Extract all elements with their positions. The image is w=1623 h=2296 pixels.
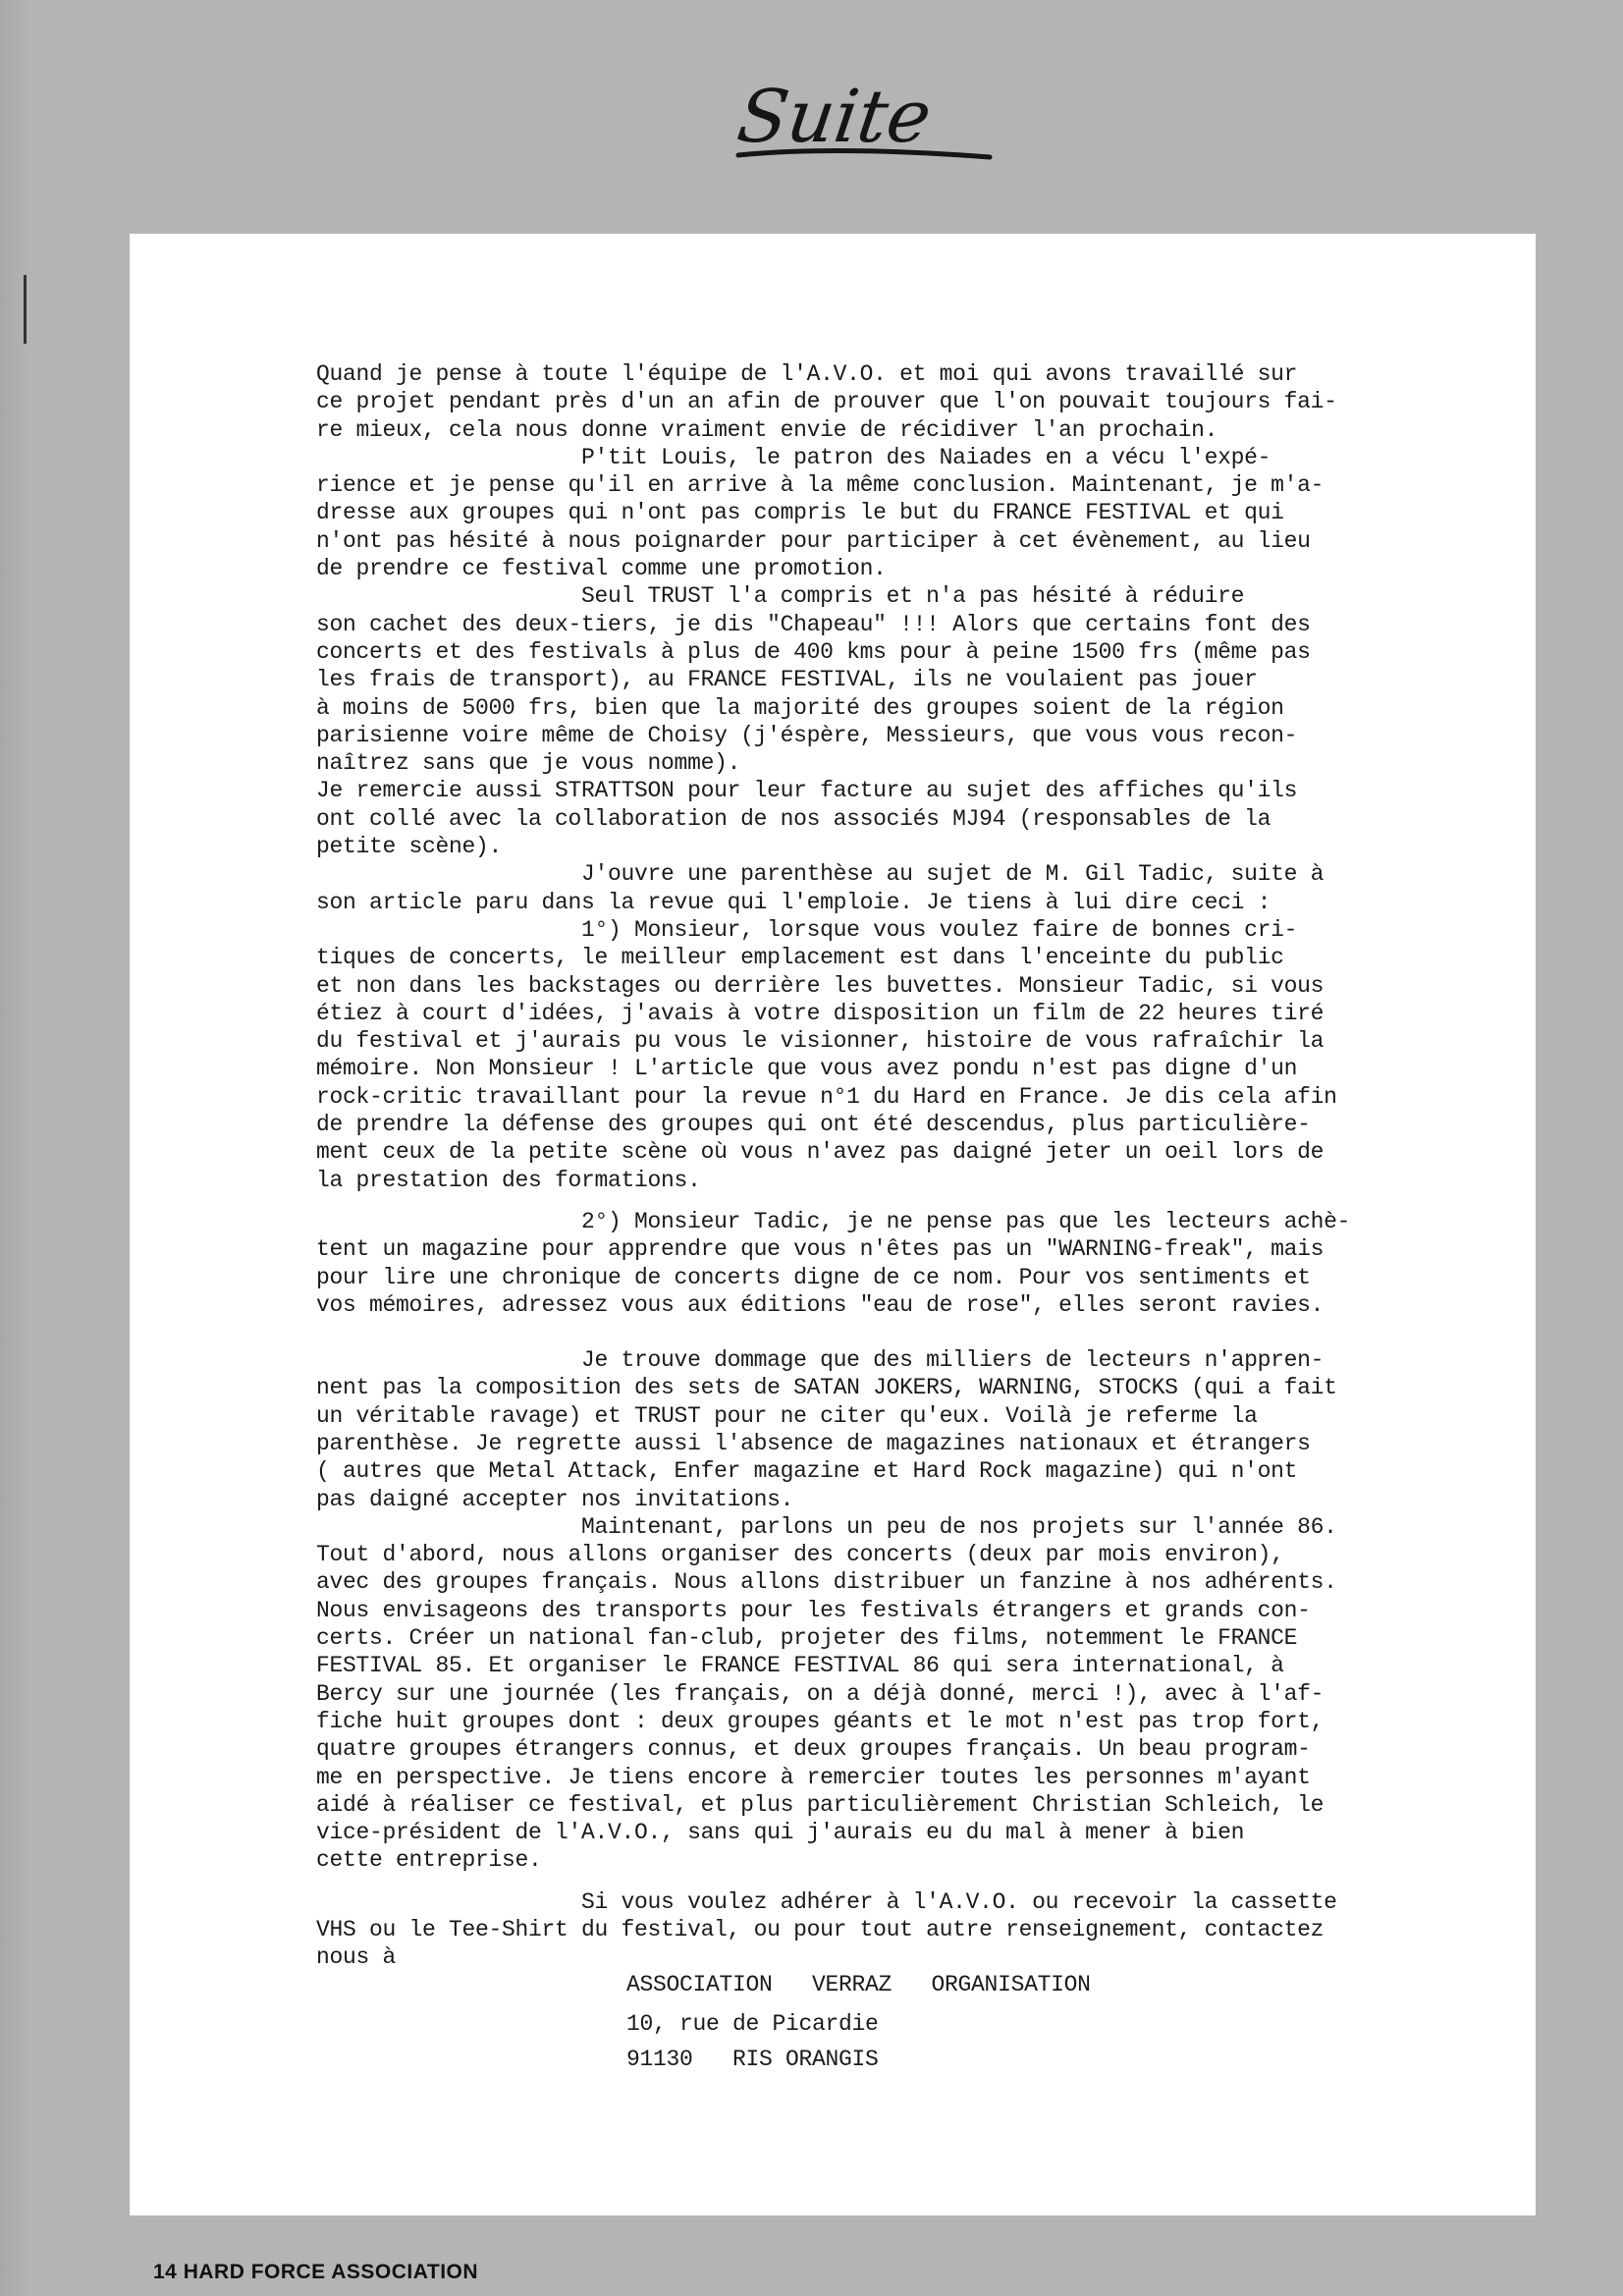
text-line: vice-président de l'A.V.O., sans qui j'aurais eu du mal à mener à bien [316, 1820, 1245, 1846]
text-line: me en perspective. Je tiens encore à remercier toutes les personnes m'ayant [316, 1764, 1311, 1790]
paragraph-gap [316, 1194, 1426, 1208]
text-line: pas daigné accepter nos invitations. [316, 1486, 794, 1512]
paragraph-4 [316, 1888, 1426, 1972]
text-line: son cachet des deux-tiers, je dis "Chapeau" !!! Alors que certains font des [316, 611, 1311, 637]
paragraph-gap [316, 1319, 1426, 1333]
address-name: ASSOCIATION VERRAZ ORGANISATION [626, 1972, 1091, 1997]
text-line: VHS ou le Tee-Shirt du festival, ou pour tout autre renseignement, contactez [316, 1917, 1325, 1943]
paragraph-gap [316, 1333, 1426, 1346]
paragraph-3 [316, 1346, 1426, 1875]
text-line: ont collé avec la collaboration de nos associés MJ94 (responsables de la [316, 805, 1271, 832]
text-line: Maintenant, parlons un peu de nos projets sur l'année 86. [316, 1513, 1337, 1540]
article-body [316, 360, 1426, 1972]
text-line: J'ouvre une parenthèse au sujet de M. Gil Tadic, suite à [316, 861, 1325, 888]
page-heading [727, 61, 1001, 169]
text-line: nous à [316, 1944, 397, 1971]
paragraph-gap [316, 1875, 1426, 1888]
heading-text: Suite [731, 74, 937, 159]
text-line: Bercy sur une journée (les français, on a déjà donné, merci !), avec à l'af- [316, 1680, 1325, 1707]
text-line: Tout d'abord, nous allons organiser des concerts (deux par mois environ), [316, 1542, 1284, 1568]
text-line: re mieux, cela nous donne vraiment envie de récidiver l'an prochain. [316, 416, 1218, 443]
address-block [626, 1972, 1091, 2072]
address-street: 10, rue de Picardie [626, 2011, 879, 2037]
text-line: concerts et des festivals à plus de 400 kms pour à peine 1500 frs (même pas [316, 638, 1311, 665]
text-line: Si vous voulez adhérer à l'A.V.O. ou recevoir la cassette [316, 1888, 1337, 1915]
text-line: Quand je pense à toute l'équipe de l'A.V.O. et moi qui avons travaillé sur [316, 361, 1298, 387]
text-line: naîtrez sans que je vous nomme). [316, 750, 741, 777]
text-line: aidé à réaliser ce festival, et plus particulièrement Christian Schleich, le [316, 1791, 1325, 1818]
text-line: rience et je pense qu'il en arrive à la même conclusion. Maintenant, je m'a- [316, 472, 1325, 499]
text-line: fiche huit groupes dont : deux groupes géants et le mot n'est pas trop fort, [316, 1708, 1325, 1734]
text-line: de prendre ce festival comme une promotion. [316, 556, 887, 582]
text-line: Je trouve dommage que des milliers de lecteurs n'appren- [316, 1347, 1325, 1374]
text-line: tent un magazine pour apprendre que vous n'êtes pas un "WARNING-freak", mais [316, 1236, 1325, 1263]
text-line: ce projet pendant près d'un an afin de prouver que l'on pouvait toujours fai- [316, 389, 1337, 415]
text-line: FESTIVAL 85. Et organiser le FRANCE FESTIVAL 86 qui sera international, à [316, 1653, 1284, 1679]
text-line: mémoire. Non Monsieur ! L'article que vous avez pondu n'est pas digne d'un [316, 1056, 1298, 1082]
text-line: un véritable ravage) et TRUST pour ne citer qu'eux. Voilà je referme la [316, 1402, 1258, 1429]
text-line: ( autres que Metal Attack, Enfer magazine et Hard Rock magazine) qui n'ont [316, 1458, 1298, 1485]
text-line: pour lire une chronique de concerts digne de ce nom. Pour vos sentiments et [316, 1264, 1311, 1290]
text-line: Seul TRUST l'a compris et n'a pas hésité à réduire [316, 583, 1245, 610]
text-line: avec des groupes français. Nous allons distribuer un fanzine à nos adhérents. [316, 1569, 1337, 1596]
text-line: quatre groupes étrangers connus, et deux groupes français. Un beau program- [316, 1736, 1311, 1763]
text-line: vos mémoires, adressez vous aux éditions "eau de rose", elles seront ravies. [316, 1291, 1325, 1318]
text-line: du festival et j'aurais pu vous le visionner, histoire de vous rafraîchir la [316, 1028, 1325, 1055]
text-line: Nous envisageons des transports pour les festivals étrangers et grands con- [316, 1597, 1311, 1623]
text-line: dresse aux groupes qui n'ont pas compris le but du FRANCE FESTIVAL et qui [316, 500, 1284, 526]
text-line: son article paru dans la revue qui l'emploie. Je tiens à lui dire ceci : [316, 889, 1271, 915]
text-line: étiez à court d'idées, j'avais à votre disposition un film de 22 heures tiré [316, 1000, 1325, 1026]
text-line: tiques de concerts, le meilleur emplacement est dans l'enceinte du public [316, 945, 1284, 971]
text-line: P'tit Louis, le patron des Naiades en a vécu l'expé- [316, 444, 1271, 470]
text-line: rock-critic travaillant pour la revue n°1 du Hard en France. Je dis cela afin [316, 1083, 1337, 1110]
text-line: cette entreprise. [316, 1847, 542, 1874]
text-line: n'ont pas hésité à nous poignarder pour participer à cet évènement, au lieu [316, 527, 1311, 554]
paragraph-2 [316, 1208, 1426, 1319]
text-line: petite scène). [316, 834, 503, 860]
text-line: nent pas la composition des sets de SATAN JOKERS, WARNING, STOCKS (qui a fait [316, 1375, 1337, 1401]
text-line: Je remercie aussi STRATTSON pour leur facture au sujet des affiches qu'ils [316, 778, 1298, 804]
text-line: 2°) Monsieur Tadic, je ne pense pas que les lecteurs achè- [316, 1208, 1351, 1234]
text-line: 1°) Monsieur, lorsque vous voulez faire de bonnes cri- [316, 916, 1298, 943]
text-line: certs. Créer un national fan-club, projeter des films, notemment le FRANCE [316, 1625, 1298, 1652]
edge-mark [24, 275, 27, 344]
text-line: ment ceux de la petite scène où vous n'avez pas daigné jeter un oeil lors de [316, 1139, 1325, 1166]
address-city: 91130 RIS ORANGIS [626, 2047, 879, 2072]
page-edge [0, 0, 29, 2296]
text-line: parenthèse. Je regrette aussi l'absence de magazines nationaux et étrangers [316, 1430, 1311, 1456]
page-footer: 14 HARD FORCE ASSOCIATION [153, 2261, 479, 2283]
text-line: la prestation des formations. [316, 1167, 701, 1193]
text-line: les frais de transport), au FRANCE FESTIVAL, ils ne voulaient pas jouer [316, 667, 1258, 693]
text-line: parisienne voire même de Choisy (j'éspère, Messieurs, que vous vous recon- [316, 722, 1298, 748]
text-line: et non dans les backstages ou derrière les buvettes. Monsieur Tadic, si vous [316, 972, 1325, 999]
heading-handwriting [727, 61, 1001, 169]
paragraph-1 [316, 360, 1426, 1194]
text-line: à moins de 5000 frs, bien que la majorité des groupes soient de la région [316, 694, 1284, 721]
text-line: de prendre la défense des groupes qui ont été descendus, plus particulière- [316, 1112, 1311, 1138]
